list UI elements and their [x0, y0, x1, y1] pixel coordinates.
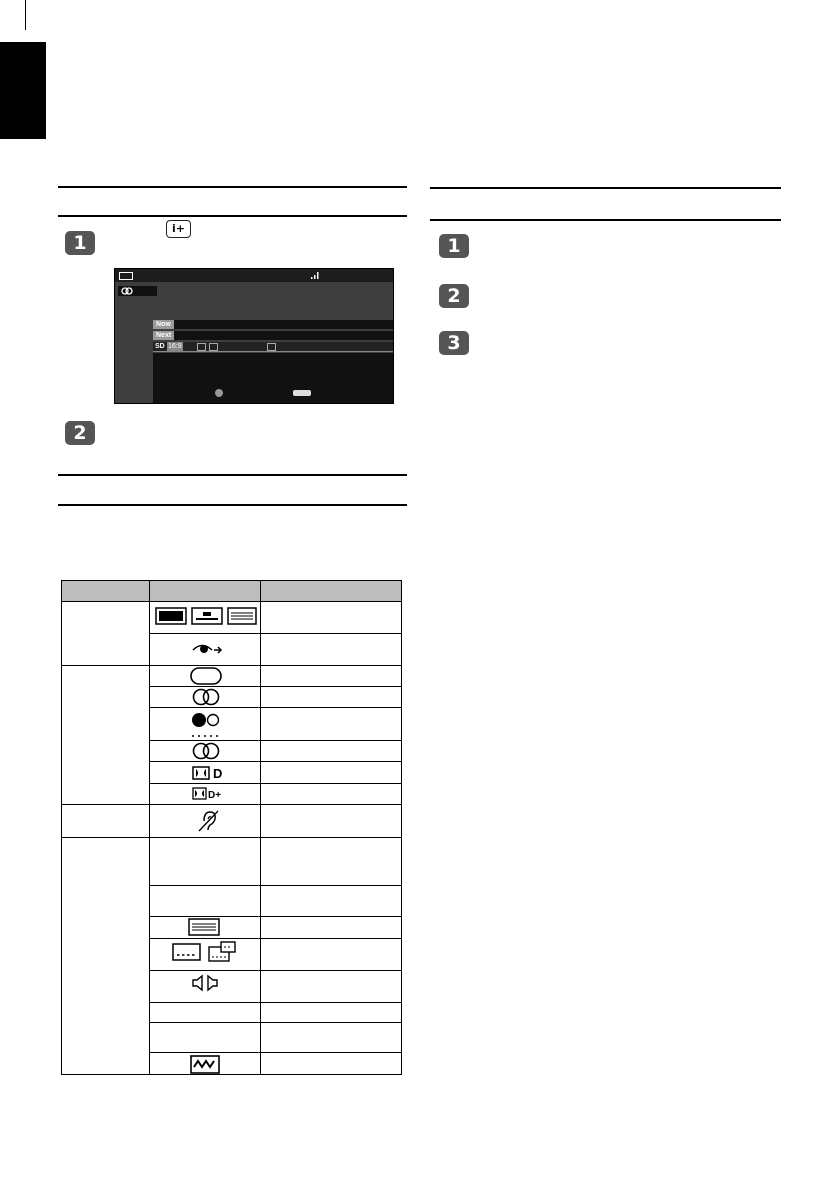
subtitle-icon [267, 343, 276, 351]
row-divider [149, 707, 401, 708]
next-label: Next [153, 331, 174, 340]
recording-icon [190, 640, 226, 656]
row-divider [149, 916, 401, 917]
section-rule [58, 504, 407, 506]
section-rule [58, 186, 407, 188]
step-2-badge: 2 [65, 421, 95, 445]
banner-top-bar [115, 269, 393, 282]
svg-text:D: D [213, 766, 223, 781]
stereo-icon [121, 287, 133, 295]
dolby-digital-icon [192, 765, 226, 781]
teletext-icon [227, 607, 257, 625]
row-divider [62, 601, 401, 602]
row-divider [149, 1022, 401, 1023]
dual-mono-icon [190, 710, 222, 738]
row-divider [149, 938, 401, 939]
info-plus-icon: i+ [166, 220, 191, 238]
row-divider [149, 686, 401, 687]
section-rule [430, 187, 781, 189]
row-divider [149, 970, 401, 971]
now-label: Now [153, 320, 174, 329]
now-row [153, 320, 393, 329]
row-divider [149, 740, 401, 741]
mono-icon [189, 666, 223, 686]
section-rule [58, 474, 407, 476]
widescreen-icon [155, 607, 187, 625]
table-header [62, 581, 401, 601]
section-rule [430, 219, 781, 221]
signal-icon [190, 1055, 220, 1074]
picture-in-picture-icon [191, 607, 223, 625]
subtitle-overlay-icon [208, 941, 238, 963]
ratio-label: 16:9 [168, 343, 182, 350]
stereo-icon [190, 741, 222, 761]
step-3-badge: 3 [439, 331, 469, 355]
teletext-icon [188, 917, 220, 937]
row-divider [62, 804, 401, 805]
row-divider [153, 351, 393, 352]
row-divider [149, 1002, 401, 1003]
crop-mark [25, 0, 26, 30]
navigation-icon [215, 389, 223, 397]
row-divider [149, 885, 401, 886]
audio-description-icon [191, 973, 221, 993]
step-1-badge: 1 [439, 234, 469, 258]
step-1-badge: 1 [65, 231, 95, 255]
audio-mode-box [118, 286, 157, 296]
hearing-impaired-icon [196, 809, 220, 833]
step-2-badge: 2 [439, 284, 469, 308]
signal-strength-icon [311, 272, 319, 279]
row-divider [149, 1052, 401, 1053]
dolby-digital-plus-icon [192, 787, 226, 801]
row-divider [62, 665, 401, 666]
column-divider [149, 581, 150, 1074]
banner-description-area [153, 353, 394, 404]
sd-label: SD [155, 343, 165, 350]
icon-legend-table [61, 580, 402, 1075]
row-divider [149, 783, 401, 784]
subtitle-icon [172, 941, 202, 963]
widescreen-icon [119, 272, 133, 280]
row-divider [149, 761, 401, 762]
row-divider [62, 837, 401, 838]
section-rule [58, 215, 407, 217]
teletext-icon [197, 343, 206, 351]
svg-text:D+: D+ [208, 790, 222, 801]
stereo-icon [190, 687, 222, 707]
column-divider [260, 581, 261, 1074]
tv-info-banner [114, 268, 394, 404]
row-divider [149, 633, 401, 634]
exit-key-icon [293, 390, 311, 396]
audio-description-icon [209, 343, 218, 351]
status-row [153, 342, 393, 351]
section-tab [0, 42, 46, 139]
next-row [153, 331, 393, 340]
